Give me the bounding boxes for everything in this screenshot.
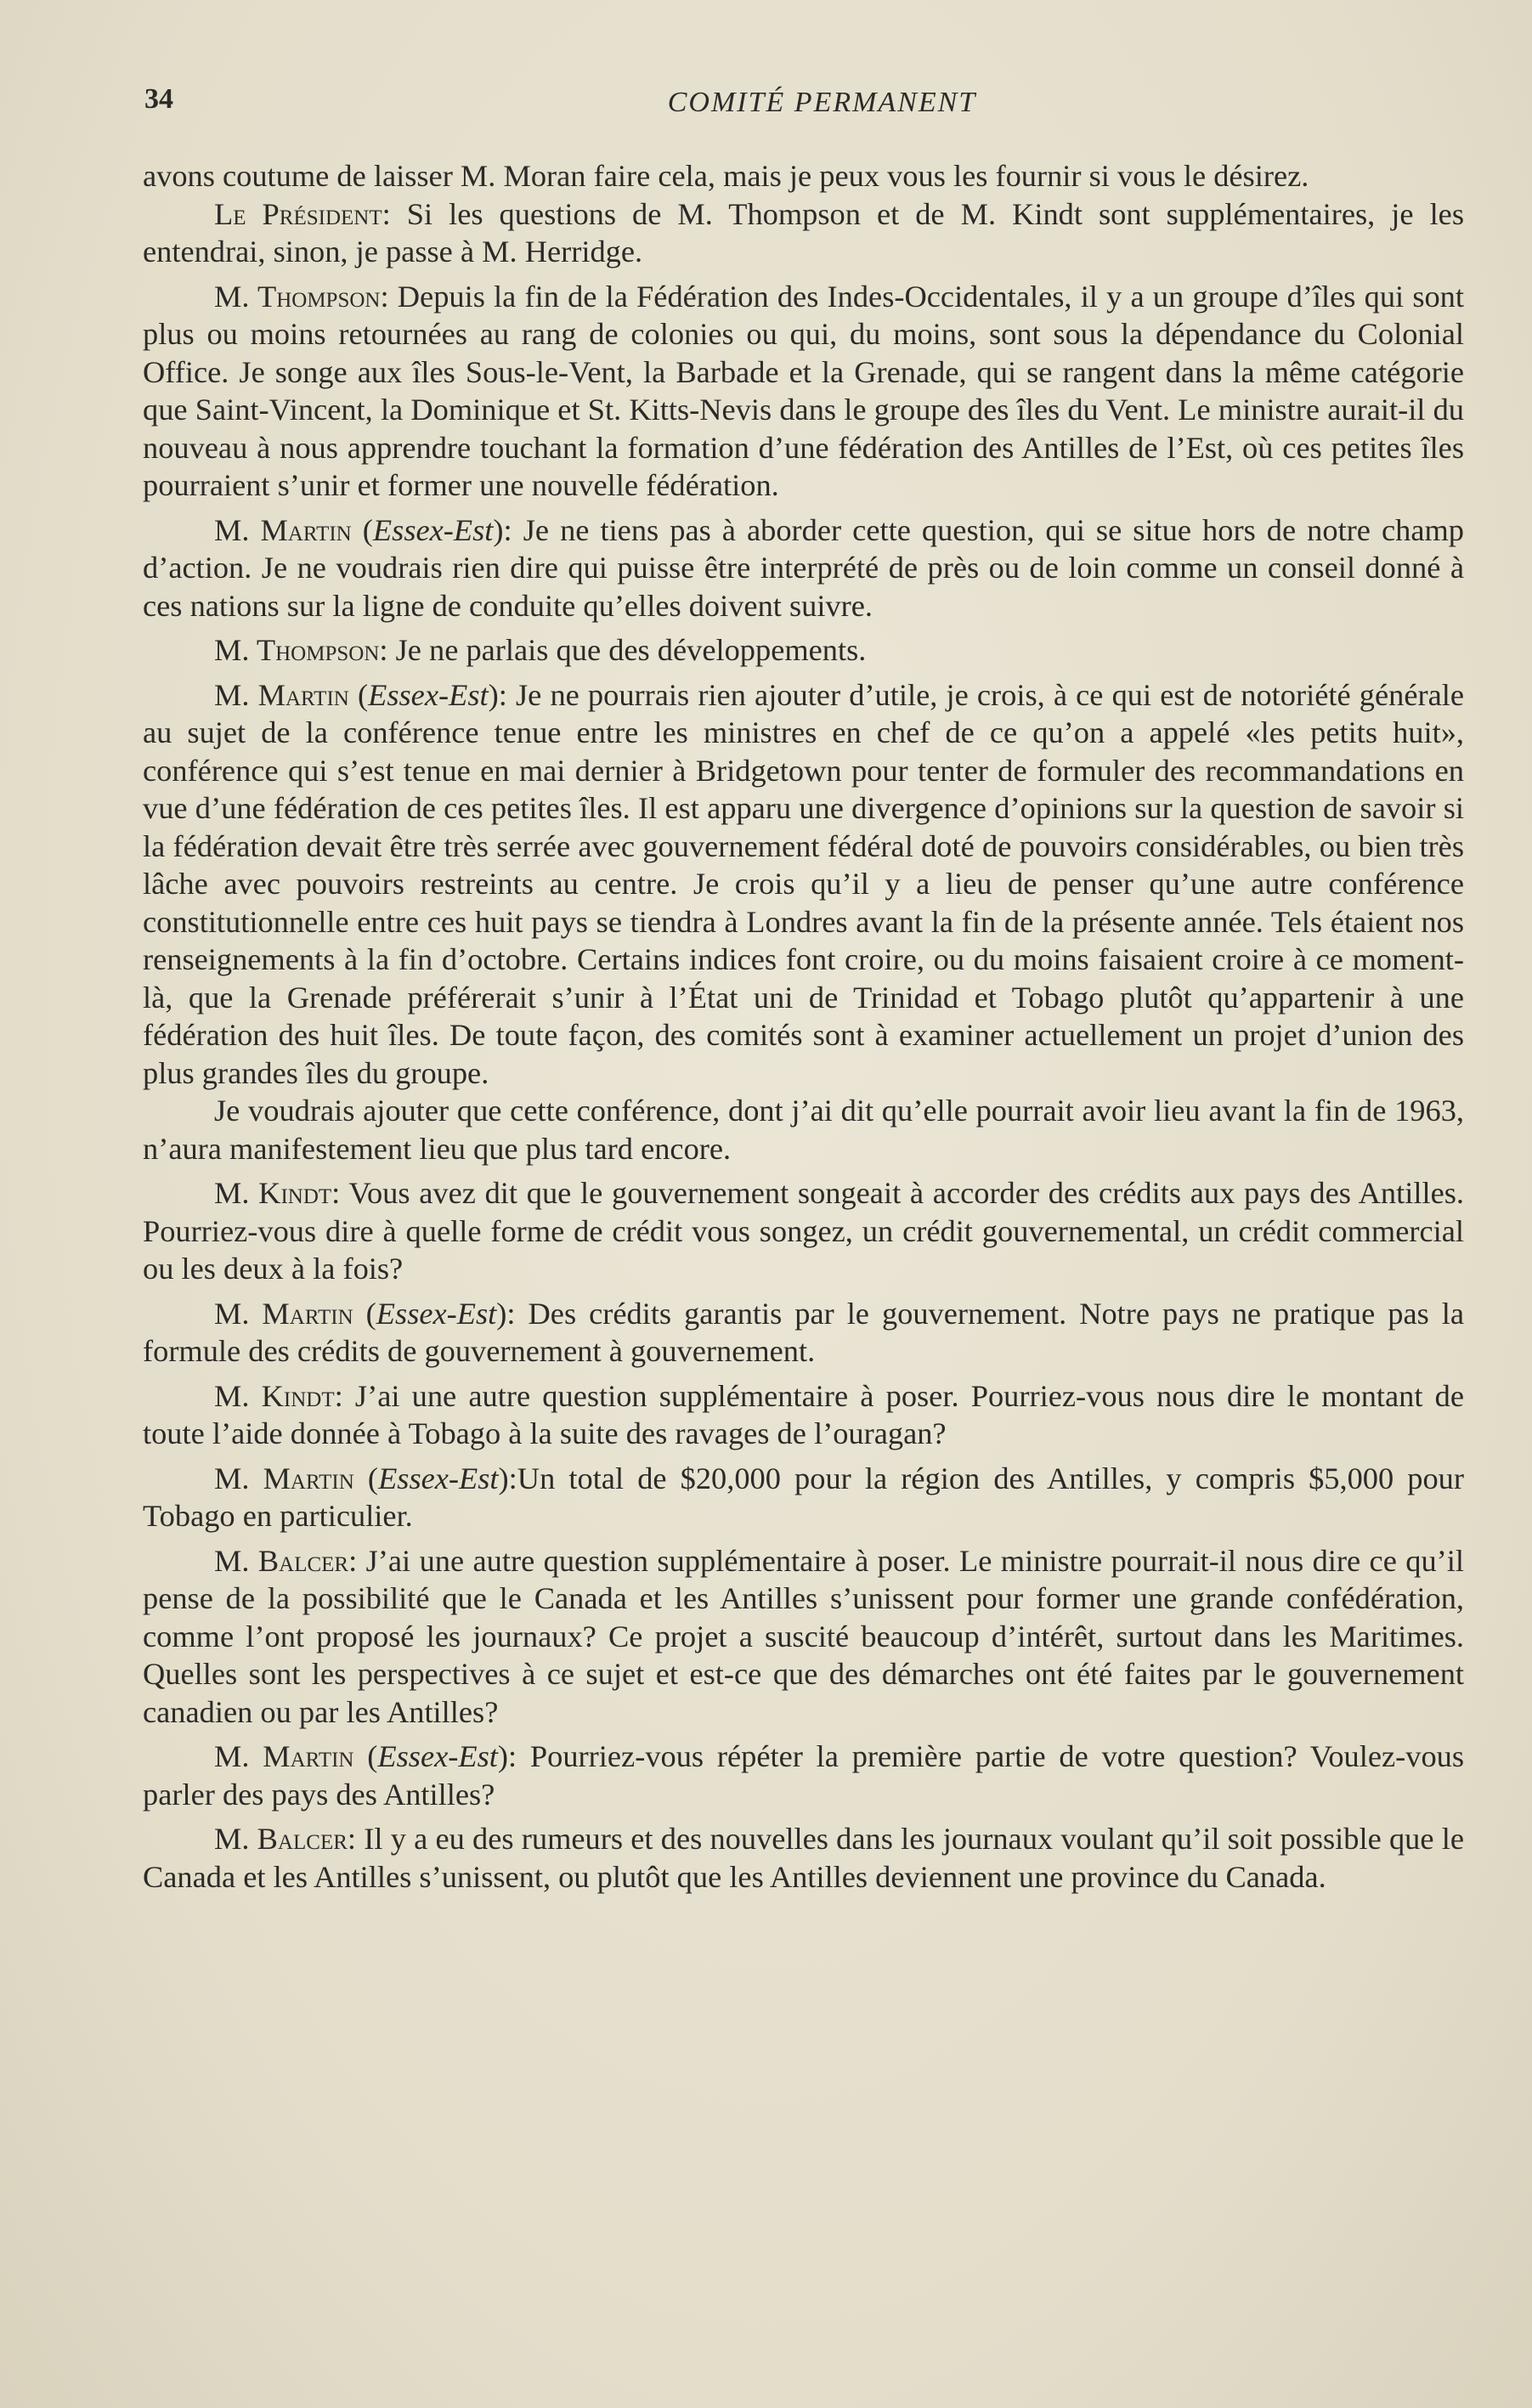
paragraph-text: Depuis la fin de la Fédération des Indes-Occidentales, il y a un groupe d’îles qui sont plus ou moins retournées au rang de colonies ou qui, du moins, sont sous la dépendance du Colonial Office. Je songe aux îles Sous-le-Vent, la Barbade et la Grenade, qui se rangent dans la même catégorie que Saint-Vincent, la Dominique et St. Kitts-Nevis dans le groupe des îles du Vent. Le ministre aurait-il du nouveau à nous apprendre touchant la formation d’une fédération des Antilles de l’Est, où ces petites îles pourraient s’unir et former une nouvelle fédération. bbox=[143, 279, 1464, 502]
paragraph bbox=[143, 631, 1464, 670]
paragraph-text: Je ne pourrais rien ajouter d’utile, je crois, à ce qui est de notoriété générale au sujet de la conférence tenue entre les ministres en chef de ce qu’on a appelé «les petits huit», conférence qui s’est tenue en mai dernier à Bridgetown pour tenter de formuler des recommandations en vue d’une fédération de ces petites îles. Il est apparu une divergence d’opinions sur la question de savoir si la fédération devait être très serrée avec gouvernement fédéral doté de pouvoirs considérables, ou bien très lâche avec pouvoirs restreints au centre. Je crois qu’il y a lieu de penser qu’une autre conférence constitutionnelle entre ces huit pays se tiendra à Londres avant la fin de la présente année. Tels étaient nos renseignements à la fin d’octobre. Certains indices font croire, ou du moins faisaient croire à ce moment-là, que la Grenade préférerait s’unir à l’État uni de Trinidad et Tobago plutôt qu’appartenir à une fédération des huit îles. De toute façon, des comités sont à examiner actuellement un projet d’union des plus grandes îles du groupe. bbox=[143, 677, 1464, 1090]
paragraph-text: Je ne tiens pas à aborder cette question, qui se situe hors de notre champ d’action. Je ne voudrais rien dire qui puisse être interprété de près ou de loin comme un conseil donné à ces nations sur la ligne de conduite qu’elles doivent suivre. bbox=[143, 512, 1464, 623]
paragraph-text: Pourriez-vous répéter la première partie de votre question? Voulez-vous parler des pays des Antilles? bbox=[143, 1739, 1464, 1812]
speaker-riding: Essex-Est bbox=[372, 512, 494, 547]
paragraph: M. Martin (Essex-Est): Des crédits garantis par le gouvernement. Notre pays ne pratique pas la formule des crédits de gouvernement à gouvernement. bbox=[143, 1296, 1465, 1368]
speaker-name: M. Martin bbox=[214, 1296, 353, 1331]
speaker-riding: Essex-Est bbox=[378, 1461, 499, 1495]
paragraph: M. Martin (Essex-Est): Je ne pourrais rien ajouter d’utile, je crois, à ce qui est de notoriété générale au sujet de la conférence tenue entre les ministres en chef de ce qu’on a appelé «les petits huit», conférence qui s’est tenue en mai dernier à Bridgetown pour tenter de formuler des recommandations en vue d’une fédération de ces petites îles. Il est apparu une divergence d’opinions sur la question de savoir si la fédération devait être très serrée avec gouvernement fédéral doté de pouvoirs considérables, ou bien très lâche avec pouvoirs restreints au centre. Je crois qu’il y a lieu de penser qu’une autre conférence constitutionnelle entre ces huit pays se tiendra à Londres avant la fin de la présente année. Tels étaient nos renseignements à la fin d’octobre. Certains indices font croire, ou du moins faisaient croire à ce moment-là, que la Grenade préférerait s’unir à l’État uni de Trinidad et Tobago plutôt qu’appartenir à une fédération des huit îles. De toute façon, des comités sont à examiner actuellement un projet d’union des plus grandes îles du groupe. bbox=[143, 677, 1464, 1090]
speaker-colon: : bbox=[508, 1739, 517, 1773]
body-text bbox=[143, 157, 1464, 1902]
paragraph bbox=[143, 157, 1464, 195]
paragraph: M. Martin (Essex-Est):Un total de $20,000 pour la région des Antilles, y compris $5,000 pour Tobago en particulier. bbox=[143, 1461, 1464, 1533]
speaker-riding: Essex-Est bbox=[368, 677, 489, 712]
page-number: 34 bbox=[144, 83, 173, 115]
speaker-name: M. Martin bbox=[214, 512, 352, 547]
speaker-name: Le Président: bbox=[214, 196, 391, 231]
paragraph bbox=[143, 1542, 1464, 1732]
speaker-colon: : bbox=[498, 677, 507, 712]
paragraph: M. Martin (Essex-Est): Pourriez-vous répéter la première partie de votre question? Voulez-vous parler des pays des Antilles? bbox=[143, 1739, 1464, 1812]
paragraph-text: Il y a eu des rumeurs et des nouvelles dans les journaux voulant qu’il soit possible que le Canada et les Antilles s’unissent, ou plutôt que les Antilles deviennent une province du Canada. bbox=[143, 1822, 1464, 1894]
paragraph-text: Des crédits garantis par le gouvernement. Notre pays ne pratique pas la formule des crédits de gouvernement à gouvernement. bbox=[143, 1296, 1465, 1368]
paragraph-text: Vous avez dit que le gouvernement songeait à accorder des crédits aux pays des Antilles. Pourriez-vous dire à quelle forme de crédit vous songez, un crédit gouvernemental, un crédit commercial ou les deux à la fois? bbox=[143, 1176, 1464, 1286]
speaker-name: M. Balcer: bbox=[214, 1543, 358, 1578]
paragraph bbox=[143, 278, 1464, 505]
speaker-name: M. Thompson: bbox=[214, 633, 388, 667]
speaker-name: M. Kindt: bbox=[214, 1176, 341, 1210]
speaker-name: M. Martin bbox=[214, 1739, 354, 1773]
speaker-name: M. Martin bbox=[214, 1461, 354, 1495]
speaker-riding: Essex-Est bbox=[376, 1296, 497, 1331]
paragraph bbox=[143, 1377, 1464, 1453]
speaker-colon: : bbox=[508, 1461, 517, 1495]
paragraph: M. Martin (Essex-Est): Je ne tiens pas à aborder cette question, qui se situe hors de notre champ d’action. Je ne voudrais rien dire qui puisse être interprété de près ou de loin comme un conseil donné à ces nations sur la ligne de conduite qu’elles doivent suivre. bbox=[143, 512, 1464, 623]
page-header bbox=[144, 83, 1466, 126]
paragraph-text: Si les questions de M. Thompson et de M. Kindt sont supplémentaires, je les entendrai, sinon, je passe à M. Herridge. bbox=[143, 196, 1464, 268]
paragraph-text: Je ne parlais que des développements. bbox=[387, 633, 867, 667]
speaker-name: M. Balcer: bbox=[214, 1822, 357, 1856]
paragraph-text: J’ai une autre question supplémentaire à poser. Pourriez-vous nous dire le montant de toute l’aide donnée à Tobago à la suite des ravages de l’ouragan? bbox=[143, 1378, 1464, 1450]
paragraph-text: J’ai une autre question supplémentaire à poser. Le ministre pourrait-il nous dire ce qu’il pense de la possibilité que le Canada et les Antilles s’unissent pour former une grande confédération, comme l’ont proposé les journaux? Ce projet a suscité beaucoup d’intérêt, surtout dans les Maritimes. Quelles sont les perspectives à ce sujet et est-ce que des démarches ont été faites par le gouvernement canadien ou par les Antilles? bbox=[143, 1543, 1464, 1729]
paragraph bbox=[143, 1820, 1464, 1896]
speaker-riding: Essex-Est bbox=[377, 1739, 498, 1773]
paragraph-text: avons coutume de laisser M. Moran faire cela, mais je peux vous les fournir si vous le désirez. bbox=[143, 159, 1309, 193]
paragraph bbox=[143, 195, 1464, 271]
speaker-name: M. Martin bbox=[214, 677, 349, 712]
speaker-colon: : bbox=[503, 512, 512, 547]
paragraph bbox=[143, 1092, 1464, 1167]
speaker-name: M. Kindt: bbox=[214, 1378, 343, 1413]
paragraph-text: Je voudrais ajouter que cette conférence, dont j’ai dit qu’elle pourrait avoir lieu avant la fin de 1963, n’aura manifestement lieu que plus tard encore. bbox=[143, 1094, 1464, 1166]
paragraph-text: Un total de $20,000 pour la région des Antilles, y compris $5,000 pour Tobago en particulier. bbox=[143, 1461, 1464, 1533]
speaker-colon: : bbox=[506, 1296, 516, 1331]
speaker-name: M. Thompson: bbox=[214, 279, 389, 314]
paragraph bbox=[143, 1174, 1464, 1288]
running-title: COMITÉ PERMANENT bbox=[667, 87, 977, 118]
